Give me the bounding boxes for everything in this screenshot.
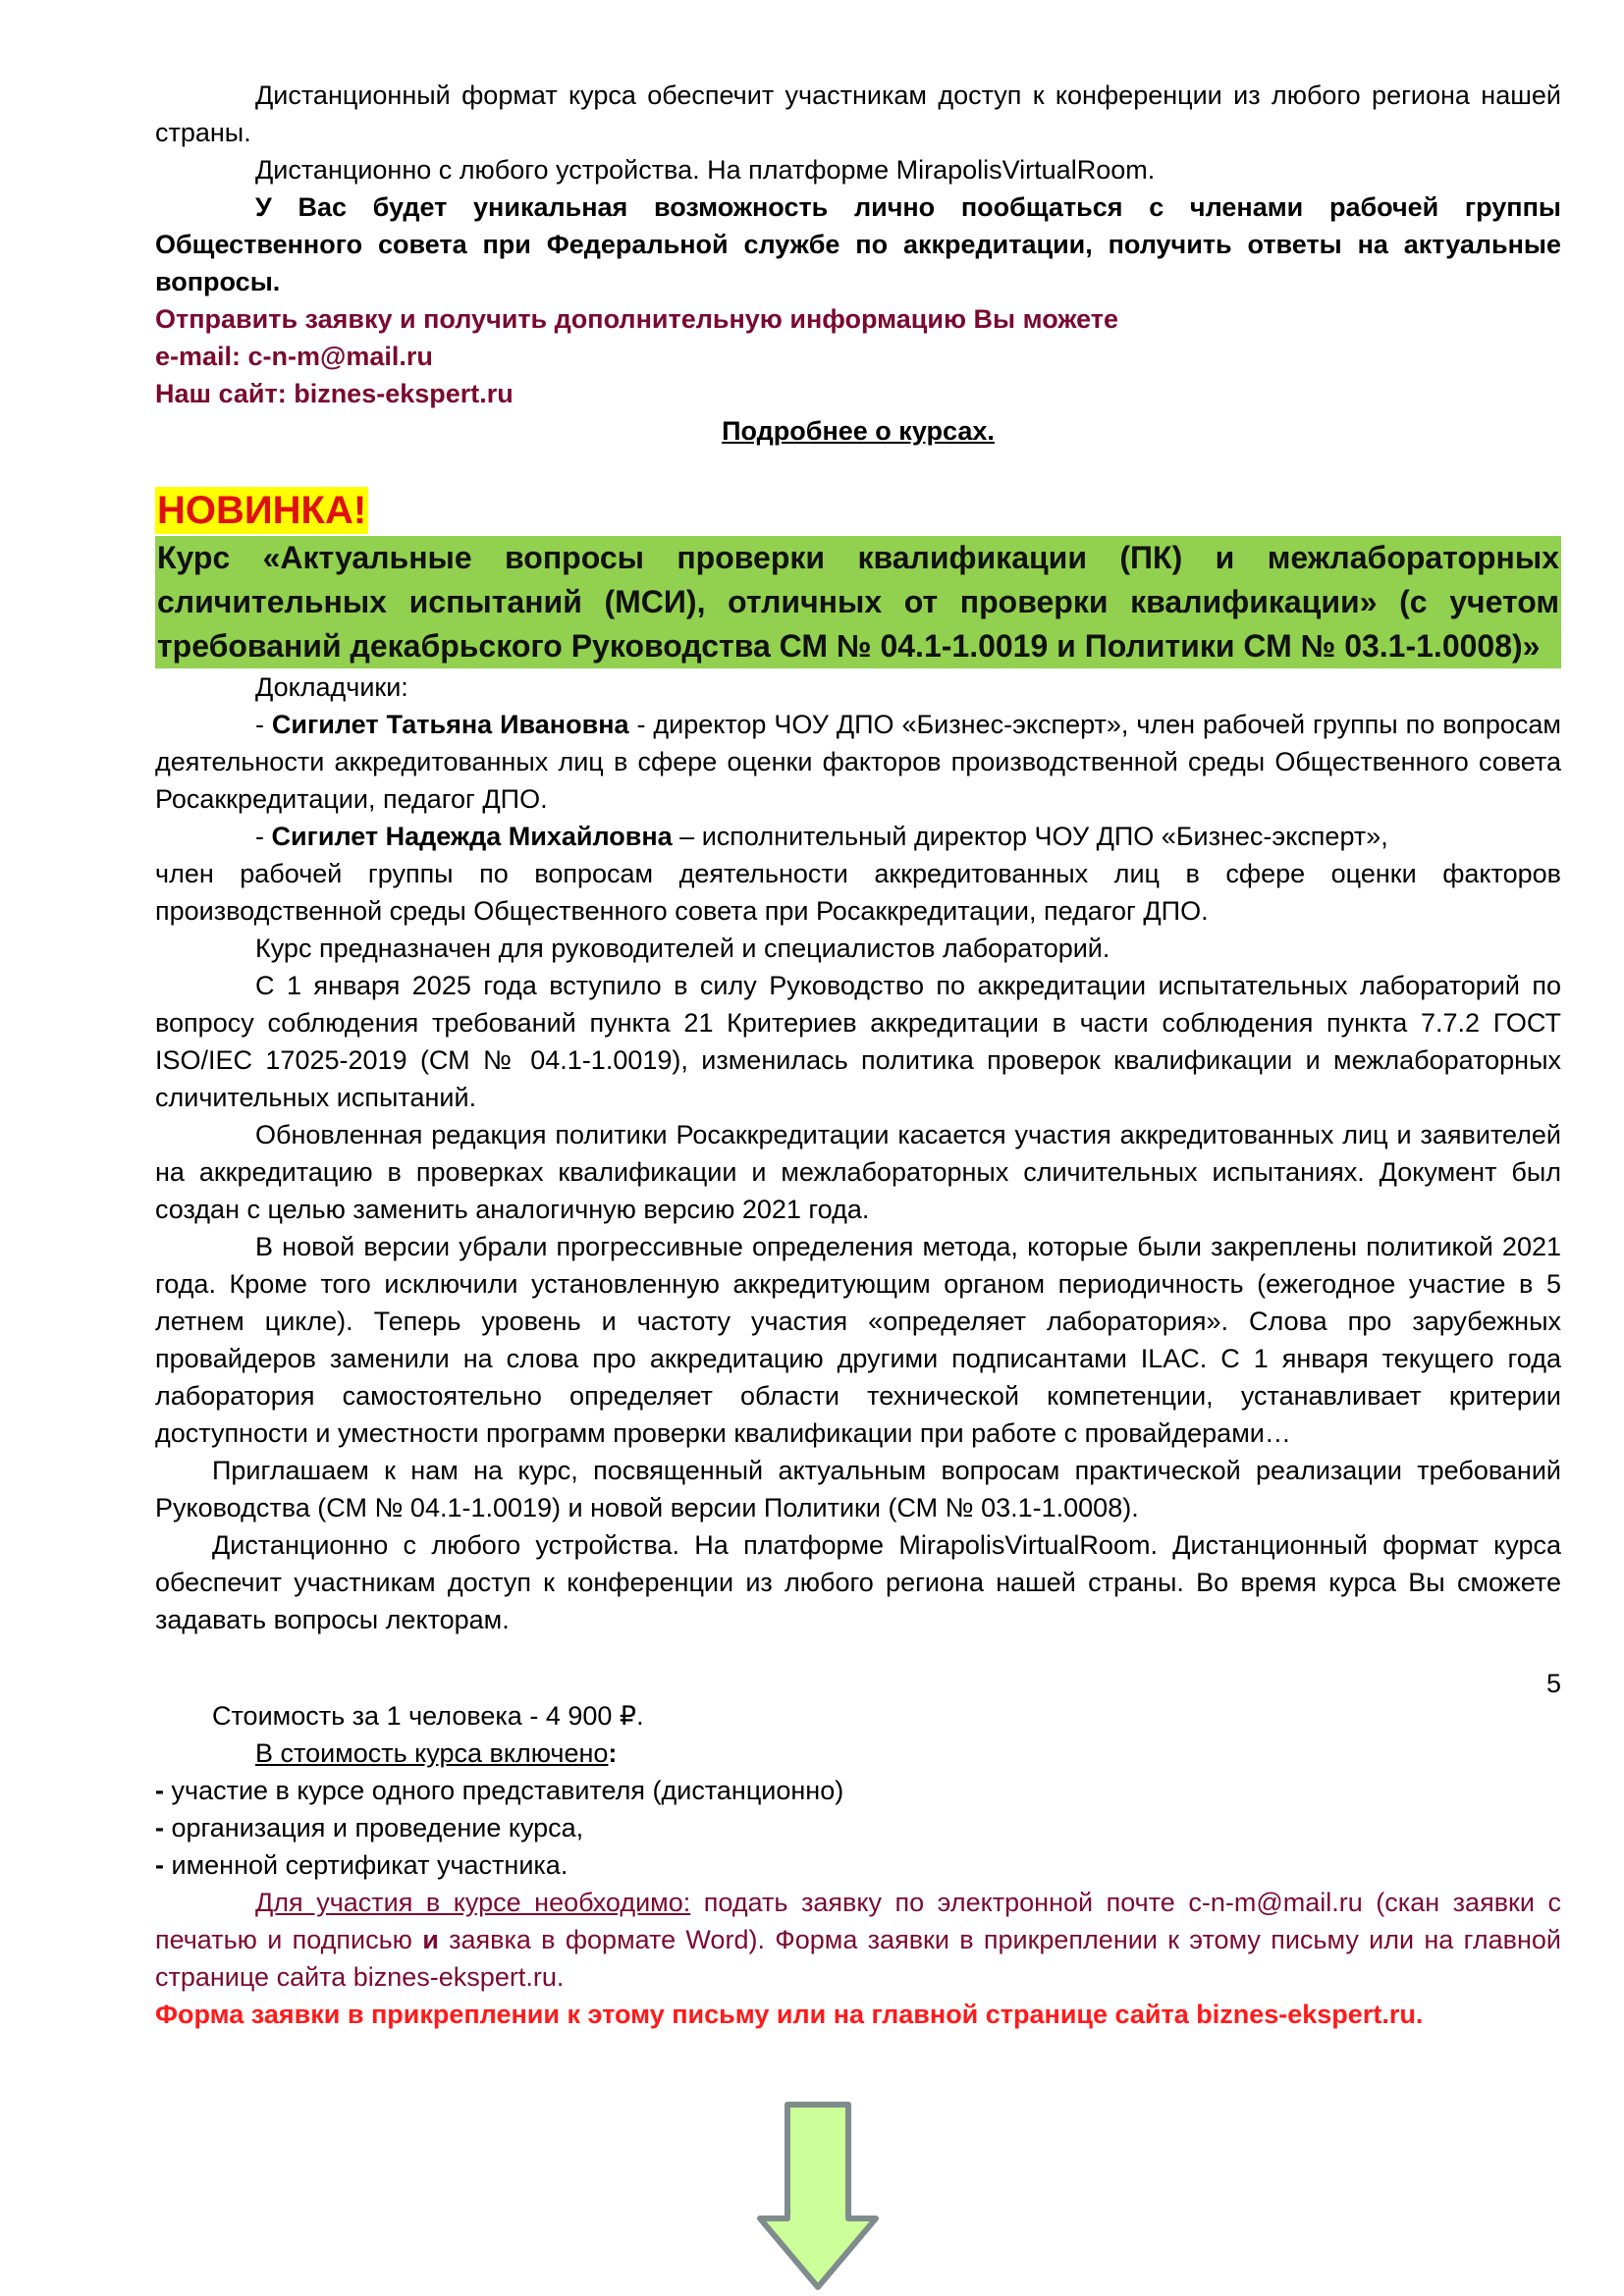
remote-paragraph: Дистанционно с любого устройства. На платформе MirapolisVirtualRoom. Дистанционный формат курса обеспечит участникам доступ к конференции из любого региона нашей страны. Во время курса Вы сможете задавать вопросы лекторам. xyxy=(155,1530,1561,1634)
application-text-a: подать заявку по электронной почте c-n-m@mail.ru (скан заявки с печатью и подписью xyxy=(155,1888,1561,1954)
more-courses-line xyxy=(155,412,1561,450)
application-red-note: Форма заявки в прикреплении к этому письму или на главной странице сайта biznes-ekspert.ru. xyxy=(155,2000,1424,2029)
application-text-b: заявка в формате Word). Форма заявки в прикреплении к этому письму или на главной странице сайта biznes-ekspert.ru. xyxy=(155,1925,1561,1992)
speaker-2-name: Сигилет Надежда Михайловна xyxy=(271,822,673,851)
intro-paragraph-2: Дистанционно с любого устройства. На платформе MirapolisVirtualRoom. xyxy=(255,155,1156,185)
policy-paragraph: Обновленная редакция политики Росаккредитации касается участия аккредитованных лиц и заявителей на аккредитацию в проверках квалификации и межлабораторных сличительных испытаниях. Документ был создан с целью заменить аналогичную версию 2021 года. xyxy=(155,1120,1561,1224)
course-title: Курс «Актуальные вопросы проверки квалификации (ПК) и межлабораторных сличительных испытаний (МСИ), отличных от проверки квалификации» (с учетом требований декабрьского Руководства СМ № 04.1-1.0019 и Политики СМ № 03.1-1.0008)» xyxy=(155,536,1561,668)
down-arrow-icon xyxy=(754,2099,882,2293)
speaker-2-description: – исполнительный директор ЧОУ ДПО «Бизнес-эксперт», xyxy=(672,822,1388,851)
contact-site[interactable]: Наш сайт: biznes-ekspert.ru xyxy=(155,379,514,408)
included-label: В стоимость курса включено xyxy=(255,1738,609,1768)
cost-line: Стоимость за 1 человека - 4 900 ₽. xyxy=(212,1701,644,1731)
application-paragraph xyxy=(155,1884,1561,1996)
audience-paragraph: Курс предназначен для руководителей и специалистов лабораторий. xyxy=(255,934,1110,963)
speaker-1-description: - директор ЧОУ ДПО «Бизнес-эксперт», член рабочей группы по вопросам деятельности аккредитованных лиц в сфере оценки факторов производственной среды Общественного совета Росаккредитации, педагог ДПО. xyxy=(155,710,1561,814)
included-item-dash: - xyxy=(155,1776,164,1805)
included-item-1 xyxy=(155,1772,1561,1809)
speakers-label: Докладчики: xyxy=(255,672,408,702)
included-item-text: участие в курсе одного представителя (дистанционно) xyxy=(164,1776,844,1805)
speaker-2-description-rest: член рабочей группы по вопросам деятельности аккредитованных лиц в сфере оценки факторов производственной среды Общественного совета при Росаккредитации, педагог ДПО. xyxy=(155,859,1561,926)
application-text-and: и xyxy=(422,1925,439,1954)
guide-2025-paragraph: С 1 января 2025 года вступило в силу Руководство по аккредитации испытательных лабораторий по вопросу соблюдения требований пункта 21 Критериев аккредитации в части соблюдения пункта 7.7.2 ГОСТ ISO/IEC 17025-2019 (СМ № 04.1-1.0019), изменилась политика проверок квалификации и межлабораторных сличительных испытаний. xyxy=(155,971,1561,1112)
included-item-2 xyxy=(155,1809,1561,1846)
included-item-dash: - xyxy=(155,1813,164,1842)
speaker-1-dash: - xyxy=(255,710,272,739)
included-colon: : xyxy=(608,1738,618,1768)
speaker-1 xyxy=(155,706,1561,818)
application-label: Для участия в курсе необходимо: xyxy=(255,1888,691,1917)
speaker-2 xyxy=(155,818,1561,855)
included-item-text: именной сертификат участника. xyxy=(164,1850,568,1880)
contact-email[interactable]: e-mail: c-n-m@mail.ru xyxy=(155,342,433,371)
document-page xyxy=(155,77,1561,2033)
speaker-2-dash: - xyxy=(255,822,272,851)
included-item-text: организация и проведение курса, xyxy=(164,1813,584,1842)
intro-paragraph-1: Дистанционный формат курса обеспечит участникам доступ к конференции из любого региона нашей страны. xyxy=(155,80,1561,147)
speaker-1-name: Сигилет Татьяна Ивановна xyxy=(271,710,629,739)
invite-paragraph: Приглашаем к нам на курс, посвященный актуальным вопросам практической реализации требований Руководства (СМ № 04.1-1.0019) и новой версии Политики (СМ № 03.1-1.0008). xyxy=(155,1456,1561,1522)
contact-line: Отправить заявку и получить дополнительную информацию Вы можете xyxy=(155,304,1119,334)
included-heading xyxy=(155,1735,1561,1772)
more-courses-link[interactable]: Подробнее о курсах. xyxy=(722,416,995,446)
new-badge: НОВИНКА! xyxy=(157,489,367,532)
intro-paragraph-3: У Вас будет уникальная возможность лично пообщаться с членами рабочей группы Общественного совета при Федеральной службе по аккредитации, получить ответы на актуальные вопросы. xyxy=(155,192,1561,296)
page-number: 5 xyxy=(1545,1669,1561,1698)
included-item-3 xyxy=(155,1846,1561,1884)
new-version-paragraph: В новой версии убрали прогрессивные определения метода, которые были закреплены политикой 2021 года. Кроме того исключили установленную аккредитующим органом периодичность (ежегодное участие в 5 летнем цикле). Теперь уровень и частоту участия «определяет лаборатория». Слова про зарубежных провайдеров заменили на слова про аккредитацию другими подписантами ILAC. С 1 января текущего года лаборатория самостоятельно определяет области технической компетенции, устанавливает критерии доступности и уместности программ проверки квалификации при работе с провайдерами… xyxy=(155,1232,1561,1448)
included-item-dash: - xyxy=(155,1850,164,1880)
new-badge-row xyxy=(155,487,1561,534)
